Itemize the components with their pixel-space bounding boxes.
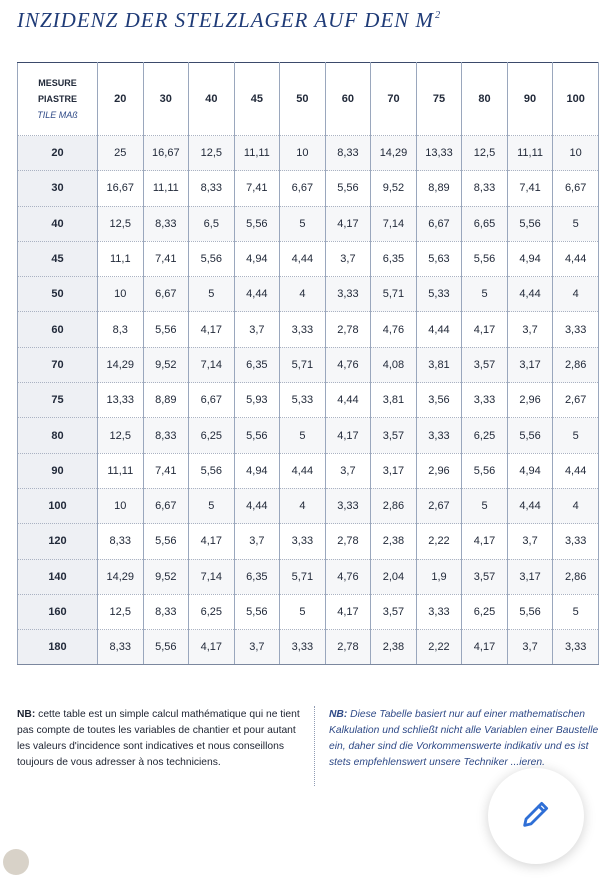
table-cell: 3,17 [507,559,553,594]
table-cell: 14,29 [98,559,144,594]
table-cell: 3,56 [416,383,462,418]
table-cell: 3,33 [325,488,371,523]
table-cell: 5 [280,206,326,241]
corner-label-fr: MESURE [38,78,77,88]
table-cell: 12,5 [462,136,508,171]
table-cell: 6,25 [462,418,508,453]
table-cell: 4,44 [234,277,280,312]
table-cell: 5,56 [462,241,508,276]
table-cell: 8,33 [462,171,508,206]
table-row [18,241,599,276]
row-header: 80 [18,418,98,453]
table-cell: 5 [553,418,599,453]
table-cell: 4,44 [325,383,371,418]
table-cell: 5,93 [234,383,280,418]
table-cell: 5 [189,488,235,523]
table-cell: 7,41 [143,453,189,488]
row-header: 40 [18,206,98,241]
table-cell: 4,17 [325,594,371,629]
table-cell: 25 [98,136,144,171]
table-cell: 5 [280,418,326,453]
table-cell: 6,67 [553,171,599,206]
table-cell: 5,71 [371,277,417,312]
table-cell: 11,11 [234,136,280,171]
table-cell: 2,38 [371,630,417,665]
column-header: 100 [553,63,599,136]
table-cell: 13,33 [98,383,144,418]
table-row [18,206,599,241]
table-cell: 2,22 [416,630,462,665]
table-cell: 5,56 [507,418,553,453]
table-cell: 4,17 [462,524,508,559]
table-cell: 3,33 [553,524,599,559]
table-cell: 4,17 [189,630,235,665]
table-cell: 3,33 [280,630,326,665]
column-header: 60 [325,63,371,136]
table-header-row [18,63,599,136]
table-cell: 5 [189,277,235,312]
table-cell: 4 [553,488,599,523]
table-row [18,559,599,594]
table-cell: 8,33 [325,136,371,171]
table-cell: 4,76 [325,559,371,594]
row-header: 160 [18,594,98,629]
table-cell: 5,56 [143,630,189,665]
table-cell: 5,56 [462,453,508,488]
notes-divider [314,706,315,786]
table-cell: 2,78 [325,630,371,665]
table-cell: 4 [553,277,599,312]
table-cell: 4,44 [280,241,326,276]
table-row [18,488,599,523]
table-cell: 6,25 [189,418,235,453]
row-header: 30 [18,171,98,206]
table-cell: 3,7 [234,630,280,665]
table-cell: 12,5 [98,594,144,629]
table-cell: 14,29 [98,347,144,382]
table-cell: 12,5 [98,418,144,453]
table-cell: 5,33 [416,277,462,312]
table-cell: 2,96 [507,383,553,418]
table-cell: 3,33 [416,594,462,629]
table-cell: 9,52 [143,559,189,594]
table-cell: 8,33 [143,594,189,629]
table-cell: 2,96 [416,453,462,488]
table-cell: 3,7 [325,453,371,488]
table-cell: 5,56 [143,312,189,347]
edit-fab-button[interactable] [488,768,584,864]
row-header: 45 [18,241,98,276]
table-cell: 3,33 [280,312,326,347]
table-cell: 4,44 [553,453,599,488]
row-header: 90 [18,453,98,488]
table-row [18,453,599,488]
table-cell: 9,52 [143,347,189,382]
row-header: 70 [18,347,98,382]
table-body [18,136,599,665]
table-cell: 11,1 [98,241,144,276]
table-cell: 4,94 [507,241,553,276]
incidence-table [17,62,599,665]
table-cell: 8,33 [98,630,144,665]
table-cell: 5,56 [507,206,553,241]
table-cell: 5,56 [507,594,553,629]
table-cell: 1,9 [416,559,462,594]
table-cell: 6,25 [189,594,235,629]
corner-label-it: PIASTRE [37,94,77,104]
table-cell: 4,17 [189,312,235,347]
row-header: 180 [18,630,98,665]
column-header: 80 [462,63,508,136]
table-cell: 11,11 [143,171,189,206]
table-cell: 7,14 [189,559,235,594]
table-row [18,418,599,453]
column-header: 50 [280,63,326,136]
table-cell: 4 [280,277,326,312]
table-cell: 3,7 [234,524,280,559]
table-cell: 2,67 [416,488,462,523]
table-cell: 11,11 [98,453,144,488]
row-header: 60 [18,312,98,347]
table-cell: 3,7 [234,312,280,347]
table-cell: 8,33 [98,524,144,559]
table-cell: 10 [98,488,144,523]
table-row [18,383,599,418]
table-cell: 12,5 [98,206,144,241]
table-cell: 3,57 [371,594,417,629]
table-cell: 4,17 [189,524,235,559]
table-cell: 3,33 [280,524,326,559]
row-header: 20 [18,136,98,171]
table-cell: 3,17 [371,453,417,488]
table-cell: 3,7 [507,524,553,559]
table-row [18,171,599,206]
corner-label-en-de: TILE MAß [37,110,78,120]
table-cell: 7,14 [371,206,417,241]
table-cell: 3,33 [325,277,371,312]
table-row [18,524,599,559]
table-cell: 4,17 [325,418,371,453]
table-cell: 5,63 [416,241,462,276]
table-cell: 6,67 [416,206,462,241]
table-cell: 6,67 [143,277,189,312]
table-cell: 5,56 [325,171,371,206]
table-cell: 6,35 [234,347,280,382]
row-header: 100 [18,488,98,523]
table-cell: 3,33 [553,312,599,347]
table-cell: 16,67 [98,171,144,206]
table-cell: 4,94 [234,453,280,488]
table-cell: 4,44 [234,488,280,523]
table-cell: 5,56 [189,453,235,488]
note-german-text: Diese Tabelle basiert nur auf einer mathematischen Kalkulation und schließt nicht alle Variablen einer Baustelle ein, daher sind die Vorkommenswerte indikativ und es ist stets empfehlenswert unsere Techniker ...ieren. [329,709,599,768]
table-cell: 6,65 [462,206,508,241]
table-cell: 4,76 [371,312,417,347]
table-cell: 2,78 [325,312,371,347]
table-cell: 2,86 [553,559,599,594]
column-header: 40 [189,63,235,136]
table-row [18,277,599,312]
table-cell: 14,29 [371,136,417,171]
table-cell: 7,41 [507,171,553,206]
column-header: 45 [234,63,280,136]
table-cell: 8,33 [143,418,189,453]
corner-header [18,63,98,136]
table-cell: 3,17 [507,347,553,382]
table-cell: 3,33 [462,383,508,418]
table-cell: 5,33 [280,383,326,418]
table-cell: 5 [280,594,326,629]
title-superscript: 2 [435,10,442,21]
column-header: 75 [416,63,462,136]
table-cell: 3,33 [416,418,462,453]
table-cell: 5 [462,488,508,523]
table-row [18,136,599,171]
table-cell: 5 [553,594,599,629]
table-cell: 9,52 [371,171,417,206]
note-french [17,707,302,771]
table-cell: 4 [280,488,326,523]
table-row [18,347,599,382]
table-cell: 8,89 [416,171,462,206]
table-cell: 3,7 [507,312,553,347]
table-cell: 7,14 [189,347,235,382]
table-cell: 8,89 [143,383,189,418]
table-cell: 3,81 [371,383,417,418]
table-cell: 10 [280,136,326,171]
table-cell: 7,41 [234,171,280,206]
table-cell: 5 [553,206,599,241]
table-cell: 11,11 [507,136,553,171]
note-german [329,707,599,771]
pencil-icon [519,797,553,836]
table-cell: 4,08 [371,347,417,382]
table-cell: 4,17 [462,630,508,665]
column-header: 30 [143,63,189,136]
table-cell: 7,41 [143,241,189,276]
table-cell: 4,44 [416,312,462,347]
table-cell: 5,71 [280,559,326,594]
row-header: 120 [18,524,98,559]
row-header: 75 [18,383,98,418]
table-cell: 6,67 [189,383,235,418]
table-cell: 2,04 [371,559,417,594]
note-french-label: NB: [17,709,36,720]
table-cell: 2,86 [371,488,417,523]
column-header: 20 [98,63,144,136]
table-cell: 3,57 [462,347,508,382]
table-row [18,594,599,629]
table-cell: 8,33 [143,206,189,241]
table-cell: 4,44 [507,277,553,312]
table-cell: 3,81 [416,347,462,382]
table-cell: 4,94 [507,453,553,488]
table-cell: 4,76 [325,347,371,382]
table-cell: 8,3 [98,312,144,347]
table-cell: 3,57 [371,418,417,453]
page-title [17,8,441,33]
table-cell: 5,56 [234,418,280,453]
table-cell: 2,86 [553,347,599,382]
table-cell: 4,44 [507,488,553,523]
table-cell: 12,5 [189,136,235,171]
table-cell: 2,67 [553,383,599,418]
note-german-label: NB: [329,709,348,720]
table-cell: 3,57 [462,559,508,594]
row-header: 140 [18,559,98,594]
table-cell: 6,67 [280,171,326,206]
table-cell: 4,17 [462,312,508,347]
table-cell: 10 [553,136,599,171]
table-cell: 2,38 [371,524,417,559]
note-french-text: cette table est un simple calcul mathématique qui ne tient pas compte de toutes les variables de chantier et pour autant les valeurs d'incidence sont indicatives et nous conseillons toujours de vous adresser à nos techniciens. [17,709,300,768]
table-cell: 6,67 [143,488,189,523]
table-cell: 2,78 [325,524,371,559]
table-cell: 5,71 [280,347,326,382]
column-header: 70 [371,63,417,136]
table-cell: 4,44 [553,241,599,276]
table-cell: 6,35 [234,559,280,594]
column-header: 90 [507,63,553,136]
table-cell: 4,94 [234,241,280,276]
table-cell: 6,25 [462,594,508,629]
table-cell: 6,5 [189,206,235,241]
table-cell: 2,22 [416,524,462,559]
table-cell: 5,56 [234,594,280,629]
table-cell: 4,44 [280,453,326,488]
table-cell: 5,56 [234,206,280,241]
table-cell: 6,35 [371,241,417,276]
table-cell: 5 [462,277,508,312]
table-cell: 13,33 [416,136,462,171]
table-cell: 8,33 [189,171,235,206]
table-cell: 10 [98,277,144,312]
table-cell: 5,56 [143,524,189,559]
table-cell: 3,7 [507,630,553,665]
table-cell: 4,17 [325,206,371,241]
table-cell: 5,56 [189,241,235,276]
table-cell: 3,7 [325,241,371,276]
table-cell: 3,33 [553,630,599,665]
table-row [18,630,599,665]
title-text: INZIDENZ DER STELZLAGER AUF DEN M [17,8,435,32]
watermark-icon [3,849,29,875]
table-row [18,312,599,347]
row-header: 50 [18,277,98,312]
table-cell: 16,67 [143,136,189,171]
